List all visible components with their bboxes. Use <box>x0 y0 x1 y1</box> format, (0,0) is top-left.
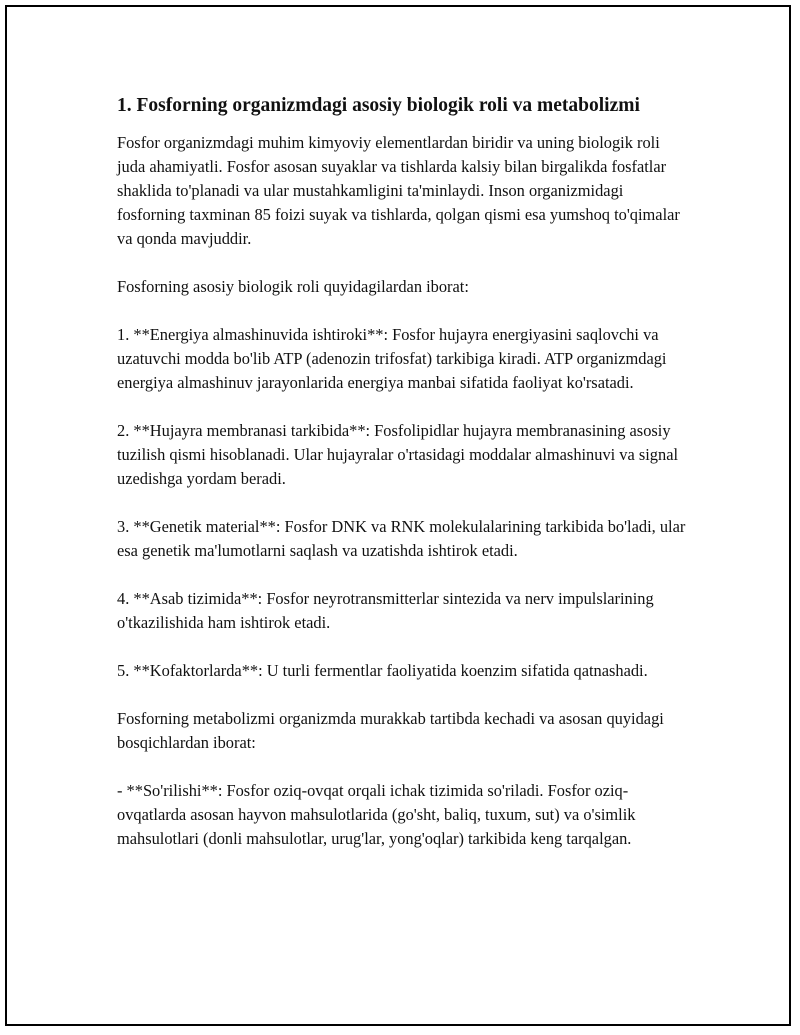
list-item-nervous: 4. **Asab tizimida**: Fosfor neyrotransmitterlar sintezida va nerv impulslarining o'tkazilishida ham ishtirok etadi. <box>117 589 654 632</box>
list-item-membrane: 2. **Hujayra membranasi tarkibida**: Fosfolipidlar hujayra membranasining asosiy tuzilish qismi hisoblanadi. Ular hujayralar o'rtasidagi moddalar almashinuvi va signal uzedishga yordam beradi. <box>117 421 679 488</box>
paragraph-roles-heading: Fosforning asosiy biologik roli quyidagilardan iborat: <box>117 277 469 296</box>
list-item-absorption: - **So'rilishi**: Fosfor oziq-ovqat orqali ichak tizimida so'riladi. Fosfor oziq-ovqatlarda asosan hayvon mahsulotlarida (go'sht, baliq, tuxum, sut) va o'simlik mahsulotlari (donli mahsulotlar, urug'lar, yong'oqlar) tarkibida keng tarqalgan. <box>117 781 636 848</box>
document-body <box>117 93 692 875</box>
paragraph-metabolism: Fosforning metabolizmi organizmda murakkab tartibda kechadi va asosan quyidagi bosqichlardan iborat: <box>117 709 664 752</box>
paragraph-intro: Fosfor organizmdagi muhim kimyoviy elementlardan biridir va uning biologik roli juda ahamiyatli. Fosfor asosan suyaklar va tishlarda kalsiy bilan birgalikda fosfatlar shaklida to'planadi va ular mustahkamligini ta'minlaydi. Inson organizmidagi fosforning taxminan 85 foizi suyak va tishlarda, qolgan qismi esa yumshoq to'qimalar va qonda mavjuddir. <box>117 133 680 248</box>
document-title: 1. Fosforning organizmdagi asosiy biologik roli va metabolizmi <box>117 95 640 116</box>
list-item-genetic: 3. **Genetik material**: Fosfor DNK va RNK molekulalarining tarkibida bo'ladi, ular esa genetik ma'lumotlarni saqlash va uzatishda ishtirok etadi. <box>117 517 686 560</box>
list-item-cofactors: 5. **Kofaktorlarda**: U turli fermentlar faoliyatida koenzim sifatida qatnashadi. <box>117 661 648 680</box>
list-item-energy: 1. **Energiya almashinuvida ishtiroki**: Fosfor hujayra energiyasini saqlovchi va uzatuvchi modda bo'lib ATP (adenozin trifosfat) tarkibiga kiradi. ATP organizmdagi energiya almashinuv jarayonlarida energiya manbai sifatida faoliyat ko'rsatadi. <box>117 325 667 392</box>
